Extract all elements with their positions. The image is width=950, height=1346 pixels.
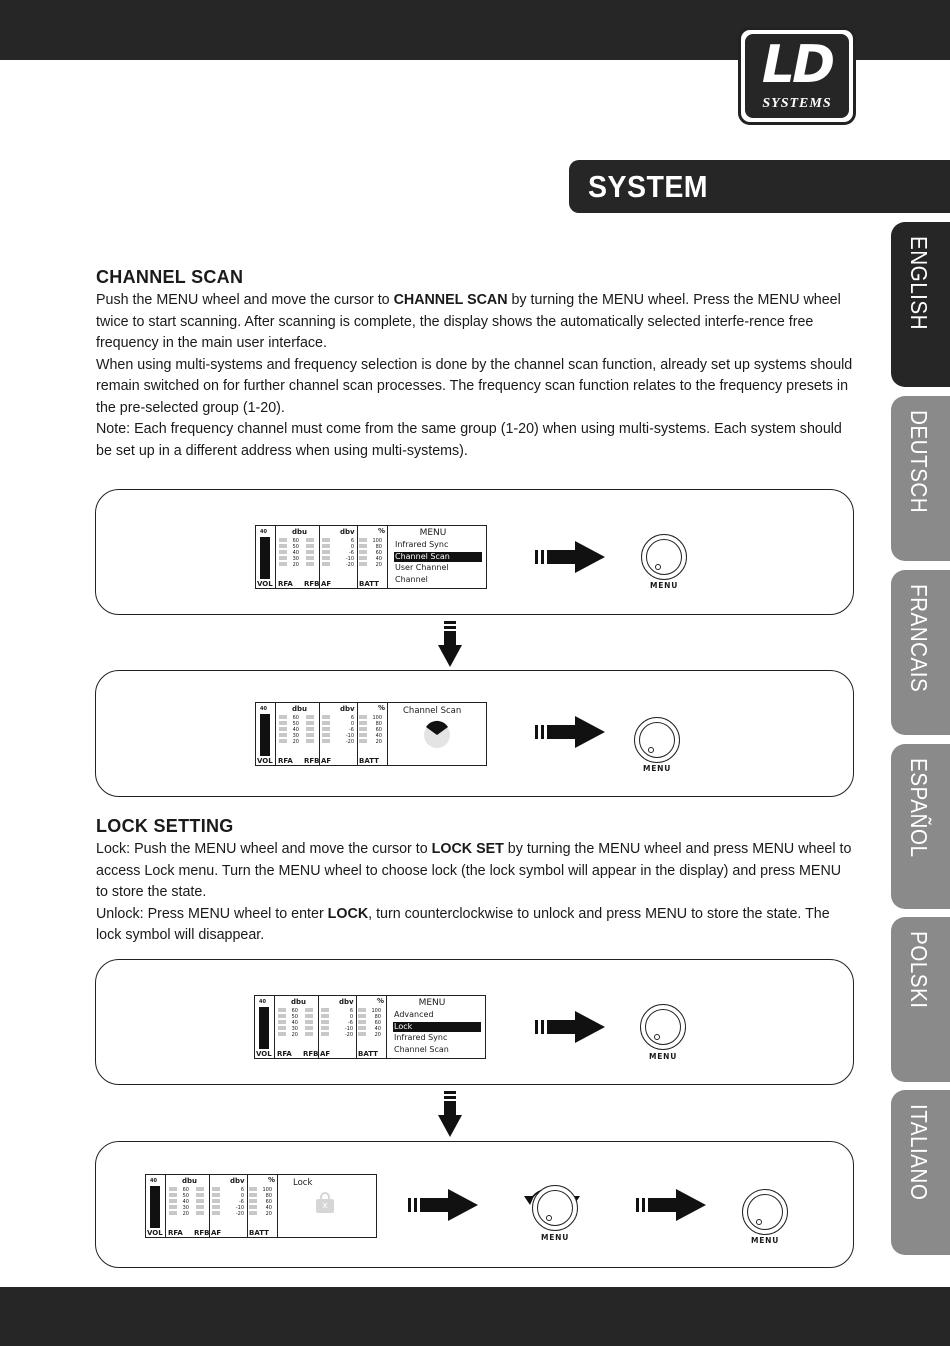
level-meter [249, 1187, 257, 1217]
meter-scale: 100 80 60 40 20 [262, 1187, 272, 1217]
vol-value: 40 [150, 1178, 157, 1184]
rfb-label: RFB [304, 580, 320, 588]
af-label: AF [321, 580, 332, 588]
tab-francais[interactable] [891, 570, 950, 735]
menu-wheel-icon [742, 1189, 788, 1235]
vol-label: VOL [256, 1050, 272, 1058]
rfa-label: RFA [277, 1050, 292, 1058]
right-arrow-icon [535, 541, 605, 573]
scanning-icon [422, 720, 452, 750]
vol-bar [260, 537, 270, 579]
batt-meter [248, 1175, 278, 1237]
screen-title: Lock [293, 1178, 313, 1188]
dbv-label: dbv [340, 528, 355, 536]
menu-wheel-icon [641, 534, 687, 580]
rfa-label: RFA [278, 757, 293, 765]
percent-label: % [377, 997, 385, 1005]
dbu-meter [276, 996, 319, 1058]
menu-wheel-icon [640, 1004, 686, 1050]
rfa-label: RFA [168, 1229, 183, 1237]
section-banner [569, 160, 950, 213]
percent-label: % [378, 704, 386, 712]
percent-label: % [268, 1176, 276, 1184]
tab-label: ENGLISH [906, 236, 932, 331]
right-arrow-icon [408, 1189, 478, 1221]
meter-scale: 100 80 60 40 20 [371, 1008, 381, 1038]
batt-label: BATT [249, 1229, 269, 1237]
vol-bar [150, 1186, 160, 1228]
tab-label: DEUTSCH [906, 410, 932, 514]
meter-scale: 6 0 -6 -10 -20 [344, 1008, 353, 1038]
ld-systems-logo [738, 27, 856, 125]
knob-label: MENU [649, 1052, 678, 1061]
level-meter [359, 715, 367, 745]
lock-setting-paragraph-1: Lock: Push the MENU wheel and move the cursor to LOCK SET by turning the MENU wheel and press MENU wheel to access Lock menu. Turn the MENU wheel to choose lock (the lock symbol will appear in the display) and press MENU to store the state. [96, 840, 852, 900]
dbv-label: dbv [230, 1177, 245, 1185]
level-meter [359, 538, 367, 568]
level-meter [358, 1008, 366, 1038]
meter-scale: 6 0 -6 -10 -20 [235, 1187, 244, 1217]
lcd-display [254, 995, 486, 1059]
menu-title: MENU [418, 998, 446, 1008]
menu-item: Infrared Sync [394, 1033, 448, 1042]
tab-label: ESPAÑOL [906, 758, 932, 858]
tab-label: POLSKI [906, 931, 932, 1009]
logo-text: LD [761, 35, 833, 95]
rfb-label: RFB [304, 757, 320, 765]
level-meter [279, 715, 287, 745]
vol-meter [256, 526, 276, 588]
knob-label: MENU [751, 1236, 780, 1245]
down-arrow-icon [438, 621, 462, 667]
vol-label: VOL [257, 757, 273, 765]
rfb-label: RFB [194, 1229, 210, 1237]
level-meter [321, 1008, 329, 1038]
batt-label: BATT [358, 1050, 378, 1058]
knob-label: MENU [650, 581, 679, 590]
down-arrow-icon [438, 1091, 462, 1137]
rfb-label: RFB [303, 1050, 319, 1058]
logo-subtext: SYSTEMS [762, 96, 832, 111]
dbu-label: dbu [291, 998, 307, 1006]
lcd-menu-area [279, 1175, 376, 1237]
level-meter [306, 538, 314, 568]
af-label: AF [320, 1050, 331, 1058]
menu-title: MENU [419, 528, 447, 538]
right-arrow-icon [535, 716, 605, 748]
meter-scale: 100 80 60 40 20 [372, 538, 382, 568]
lcd-display [145, 1174, 377, 1238]
section-title: SYSTEM [588, 169, 709, 204]
level-meter [279, 538, 287, 568]
tab-english[interactable] [891, 222, 950, 387]
dbu-meter [277, 526, 320, 588]
meter-scale: 60 50 40 30 20 [292, 538, 299, 568]
level-meter [212, 1187, 220, 1217]
meter-scale: 60 50 40 30 20 [291, 1008, 298, 1038]
level-meter [322, 715, 330, 745]
menu-wheel-icon [634, 717, 680, 763]
batt-label: BATT [359, 580, 379, 588]
rfa-label: RFA [278, 580, 293, 588]
vol-meter [256, 703, 276, 765]
channel-scan-heading: CHANNEL SCAN [96, 267, 244, 287]
vol-meter [255, 996, 275, 1058]
menu-item: Channel Scan [394, 552, 482, 562]
dbv-meter [319, 996, 357, 1058]
lock-setting-paragraph-2: Unlock: Press MENU wheel to enter LOCK, turn counterclockwise to unlock and press MENU to store the state. The lock symbol will disappear. [96, 904, 830, 943]
level-meter [169, 1187, 177, 1217]
lock-icon [316, 1199, 334, 1213]
channel-scan-paragraph-3: Note: Each frequency channel must come from the same group (1-20) when using multi-systems. Each system should be set up in a different address when using multi-systems). [96, 420, 842, 459]
right-arrow-icon [636, 1189, 706, 1221]
knob-label: MENU [643, 764, 672, 773]
screen-title: Channel Scan [403, 706, 462, 716]
menu-wheel-icon [532, 1185, 578, 1231]
lcd-display [255, 702, 487, 766]
dbv-label: dbv [340, 705, 355, 713]
lock-glyph: x [322, 1201, 328, 1211]
level-meter [322, 538, 330, 568]
tab-deutsch[interactable] [891, 396, 950, 561]
menu-item: User Channel [395, 563, 449, 572]
tab-label: FRANCAIS [906, 584, 932, 693]
batt-label: BATT [359, 757, 379, 765]
channel-scan-paragraph-2: When using multi-systems and frequency selection is done by the channel scan function, already set up systems should remain switched on for further channel scan processes. The frequency scan function relates to the frequency presets in the pre-selected group (1-20). [96, 355, 853, 416]
right-arrow-icon [535, 1011, 605, 1043]
dbv-label: dbv [339, 998, 354, 1006]
menu-item: Channel Scan [394, 1044, 449, 1054]
menu-item: Lock [393, 1022, 481, 1032]
dbu-label: dbu [292, 705, 308, 713]
percent-label: % [378, 527, 386, 535]
dbu-meter [167, 1175, 210, 1237]
meter-scale: 100 80 60 40 20 [372, 715, 382, 745]
tab-label: ITALIANO [906, 1104, 932, 1201]
channel-scan-section [96, 265, 856, 461]
dbv-meter [320, 526, 358, 588]
vol-value: 40 [260, 529, 267, 535]
menu-item: Advanced [394, 1010, 434, 1019]
batt-meter [358, 526, 388, 588]
vol-value: 40 [260, 706, 267, 712]
vol-bar [260, 714, 270, 756]
dbu-meter [277, 703, 320, 765]
batt-meter [358, 703, 388, 765]
batt-meter [357, 996, 387, 1058]
meter-scale: 60 50 40 30 20 [292, 715, 299, 745]
tab-polski[interactable] [891, 917, 950, 1082]
bottom-bar [0, 1287, 950, 1346]
menu-item: Infrared Sync [395, 540, 449, 549]
level-meter [196, 1187, 204, 1217]
meter-scale: 6 0 -6 -10 -20 [345, 715, 354, 745]
vol-label: VOL [257, 580, 273, 588]
tab-italiano[interactable] [891, 1090, 950, 1255]
vol-bar [259, 1007, 269, 1049]
dbv-meter [210, 1175, 248, 1237]
level-meter [305, 1008, 313, 1038]
channel-scan-paragraph-1: Push the MENU wheel and move the cursor to CHANNEL SCAN by turning the MENU wheel. Press the MENU wheel twice to start scanning. After scanning is complete, the display shows the automatically selected interfe-rence free frequency in the main user interface. [96, 291, 841, 351]
vol-value: 40 [259, 999, 266, 1005]
vol-label: VOL [147, 1229, 163, 1237]
lcd-menu-area [389, 703, 486, 765]
lcd-display [255, 525, 487, 589]
dbv-meter [320, 703, 358, 765]
dbu-label: dbu [292, 528, 308, 536]
knob-label: MENU [541, 1233, 570, 1242]
lock-setting-heading: LOCK SETTING [96, 816, 234, 836]
level-meter [306, 715, 314, 745]
dbu-label: dbu [182, 1177, 198, 1185]
meter-scale: 60 50 40 30 20 [182, 1187, 189, 1217]
level-meter [278, 1008, 286, 1038]
af-label: AF [211, 1229, 222, 1237]
lcd-menu-area [389, 526, 486, 588]
menu-item: Channel [395, 574, 428, 584]
af-label: AF [321, 757, 332, 765]
vol-meter [146, 1175, 166, 1237]
tab-espanol[interactable] [891, 744, 950, 909]
lock-setting-section [96, 814, 856, 946]
meter-scale: 6 0 -6 -10 -20 [345, 538, 354, 568]
lcd-menu-area [388, 996, 485, 1058]
